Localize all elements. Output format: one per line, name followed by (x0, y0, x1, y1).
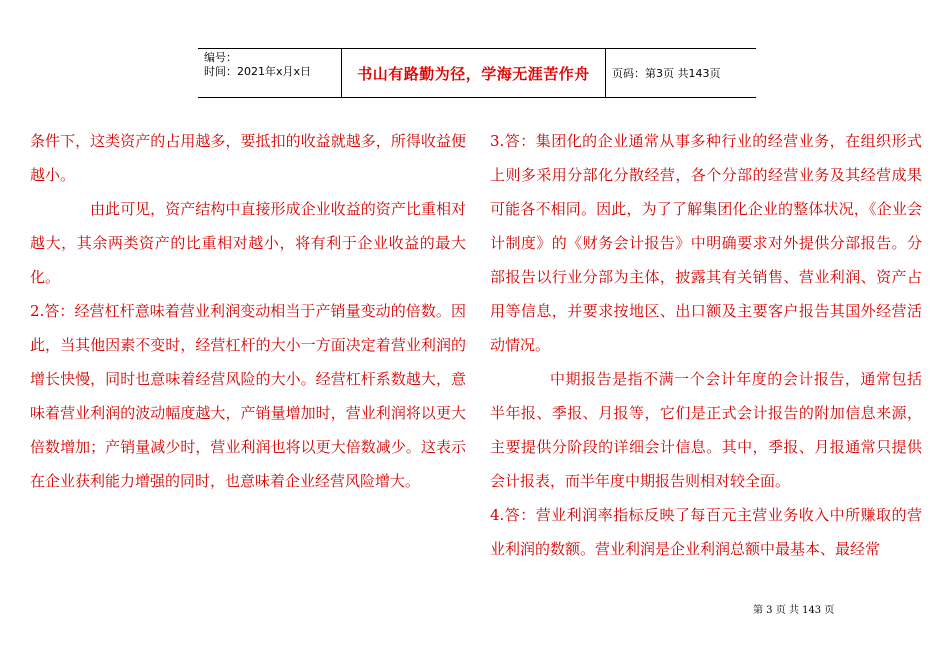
motto: 书山有路勤为径，学海无涯苦作舟 (342, 49, 606, 97)
date-label: 时间：2021年x月x日 (204, 65, 312, 78)
right-column (490, 124, 922, 566)
number-label: 编号： (204, 51, 237, 64)
left-paragraph-1: 条件下，这类资产的占用越多，要抵扣的收益就越多，所得收益便越小。 (30, 132, 466, 184)
header-table (198, 48, 756, 98)
header-meta-cell (198, 49, 342, 97)
left-paragraph-3: 2.答：经营杠杆意味着营业利润变动相当于产销量变动的倍数。因此，当其他因素不变时，经营杠杆的大小一方面决定着营业利润的增长快慢，同时也意味着经营风险的大小。经营杠杆系数越大，意味着营业利润的波动幅度越大，产销量增加时，营业利润将以更大倍数增加；产销量减少时，营业利润也将以更大倍数减少。这表示在企业获利能力增强的同时，也意味着企业经营风险增大。 (30, 302, 466, 490)
right-paragraph-2: 中期报告是指不满一个会计年度的会计报告，通常包括半年报、季报、月报等，它们是正式会计报告的附加信息来源，主要提供分阶段的详细会计信息。其中，季报、月报通常只提供会计报表，而半年度中期报告则相对较全面。 (490, 370, 922, 490)
right-paragraph-3: 4.答：营业利润率指标反映了每百元主营业务收入中所赚取的营业利润的数额。营业利润是企业利润总额中最基本、最经常 (490, 506, 922, 558)
left-column (30, 124, 466, 498)
page-footer: 第 3 页 共 143 页 (753, 605, 835, 616)
page-info: 页码：第3页 共143页 (612, 67, 721, 80)
left-paragraph-2: 由此可见，资产结构中直接形成企业收益的资产比重相对越大，其余两类资产的比重相对越小，将有利于企业收益的最大化。 (30, 200, 466, 286)
right-paragraph-1: 3.答：集团化的企业通常从事多种行业的经营业务，在组织形式上则多采用分部化分散经营，各个分部的经营业务及其经营成果可能各不相同。因此，为了了解集团化企业的整体状况，《企业会计制度》的《财务会计报告》中明确要求对外提供分部报告。分部报告以行业分部为主体，披露其有关销售、营业利润、资产占用等信息，并要求按地区、出口额及主要客户报告其国外经营活动情况。 (490, 132, 922, 354)
